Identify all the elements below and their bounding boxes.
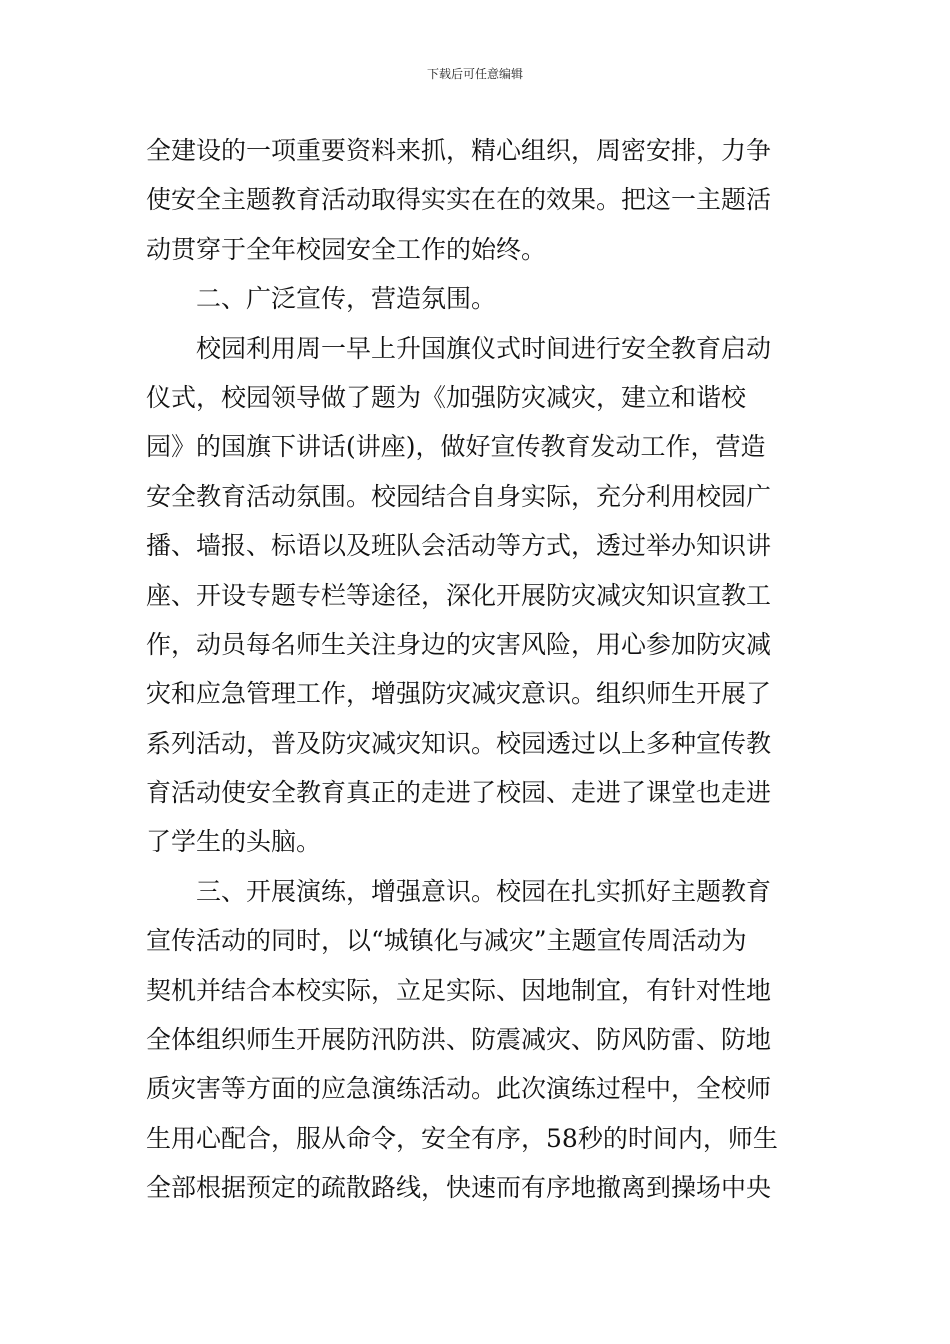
text-line: 质灾害等方面的应急演练活动。此次演练过程中，全校师 [146, 1074, 772, 1104]
text-line: 宣传活动的同时，以“城镇化与减灾”主题宣传周活动为 [146, 926, 747, 956]
text-line: 全体组织师生开展防汛防洪、防震减灾、防风防雷、防地 [146, 1025, 772, 1055]
text-line: 动贯穿于全年校园安全工作的始终。 [146, 234, 547, 264]
text-line: 使安全主题教育活动取得实实在在的效果。把这一主题活 [146, 185, 772, 215]
text-line: 座、开设专题专栏等途径，深化开展防灾减灾知识宣教工 [146, 580, 772, 610]
text-line: 全部根据预定的疏散路线，快速而有序地撤离到操场中央 [146, 1173, 772, 1203]
text-line: 安全教育活动氛围。校园结合自身实际，充分利用校园广 [146, 481, 772, 511]
text-line: 契机并结合本校实际，立足实际、因地制宜，有针对性地 [146, 975, 772, 1005]
document-body [146, 126, 810, 1213]
section-heading: 二、广泛宣传，营造氛围。 [196, 284, 497, 314]
page-header: 下载后可任意编辑 [426, 67, 523, 81]
text-line: 作，动员每名师生关注身边的灾害风险，用心参加防灾减 [146, 629, 772, 659]
text-line: 生用心配合，服从命令，安全有序，58秒的时间内，师生 [146, 1123, 778, 1153]
text-line: 园》的国旗下讲话(讲座)，做好宣传教育发动工作，营造 [146, 432, 766, 462]
text-line: 全建设的一项重要资料来抓，精心组织，周密安排，力争 [146, 136, 772, 165]
paragraph-first-line: 三、开展演练，增强意识。校园在扎实抓好主题教育 [196, 876, 772, 906]
text-line: 了学生的头脑。 [146, 827, 322, 857]
text-line: 灾和应急管理工作，增强防灾减灾意识。组织师生开展了 [146, 679, 772, 709]
text-line: 仪式，校园领导做了题为《加强防灾减灾，建立和谐校 [146, 382, 747, 412]
text-line: 播、墙报、标语以及班队会活动等方式，透过举办知识讲 [146, 531, 772, 561]
paragraph-first-line: 校园利用周一早上升国旗仪式时间进行安全教育启动 [196, 333, 772, 363]
text-line: 育活动使安全教育真正的走进了校园、走进了课堂也走进 [146, 778, 772, 808]
text-line: 系列活动，普及防灾减灾知识。校园透过以上多种宣传教 [146, 728, 772, 758]
